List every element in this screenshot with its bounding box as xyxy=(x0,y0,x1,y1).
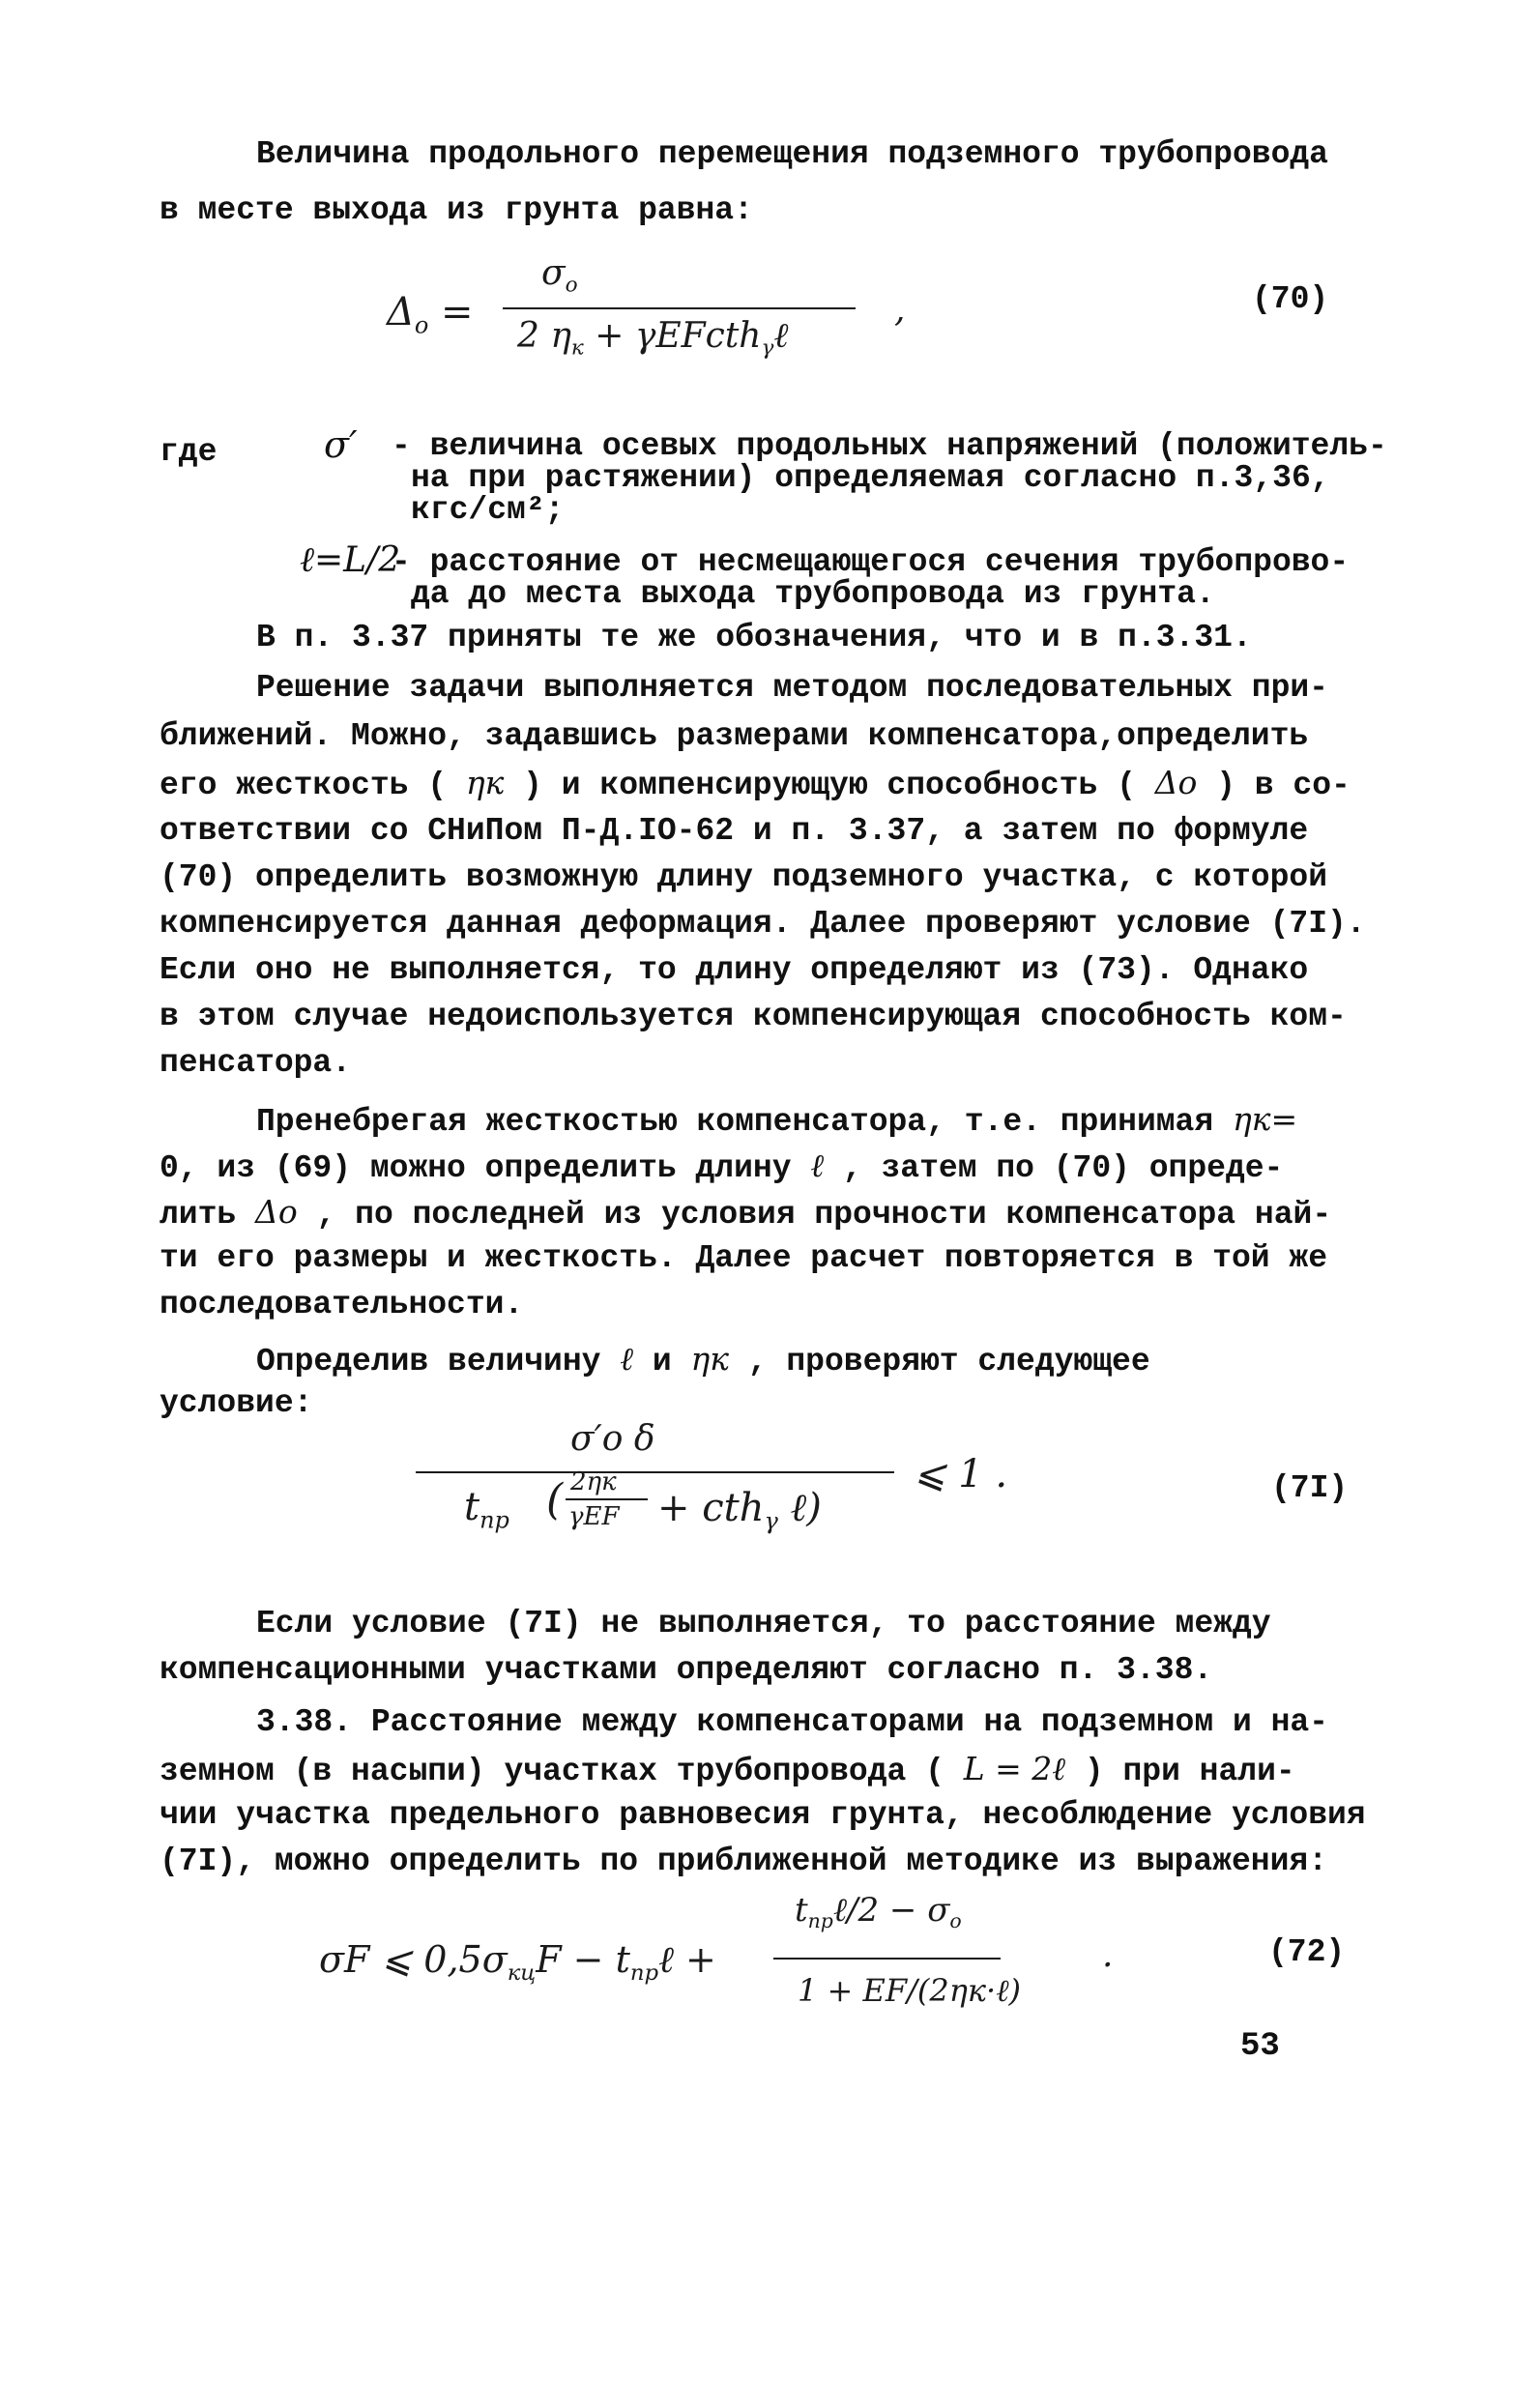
eq72-fraction-bar xyxy=(773,1958,1001,1960)
eq72-lhs: σF ⩽ $0,5\sigma_{кц}F$ − $t_{np}\ell$ + xyxy=(319,1938,716,1986)
text-line: Если оно не выполняется, то длину определяют из (73). Однако xyxy=(160,952,1309,988)
eq72-period: . xyxy=(1102,1935,1114,1975)
text-line: Величина продольного перемещения подземного трубопровода xyxy=(256,136,1328,172)
text-line: Если условие (7I) не выполняется, то расстояние между xyxy=(256,1606,1271,1641)
text-line: да до места выхода трубопровода из грунта. xyxy=(411,576,1215,612)
eq72-denominator: 1 + EF/(2ηк·ℓ) xyxy=(798,1972,1021,2009)
text-line: чии участка предельного равновесия грунта, несоблюдение условия xyxy=(160,1797,1366,1833)
eq71-numerator: σ′o δ xyxy=(570,1419,655,1459)
eq70-lhs: $\Delta_o$ = xyxy=(387,290,474,339)
text-line: компенсируется данная деформация. Далее проверяют условие (7I). xyxy=(160,906,1366,942)
eq71-inner-numerator: 2ηк xyxy=(570,1467,617,1496)
eq70-number: (70) xyxy=(1252,281,1329,317)
text-line: 0, из (69) можно определить длину ℓ , затем по (70) опреде- xyxy=(160,1147,1284,1186)
eq70-fraction-bar xyxy=(503,307,856,309)
where-label: где xyxy=(160,434,218,470)
eq71-inner-fraction-bar xyxy=(566,1498,648,1500)
eq71-fraction-bar xyxy=(416,1471,894,1473)
l-half-symbol: ℓ=L/2 xyxy=(300,540,401,580)
text-line: - величина осевых продольных напряжений (положитель- xyxy=(392,428,1387,464)
text-line: кгс/см²; xyxy=(411,492,565,528)
text-line: компенсационными участками определяют согласно п. 3.38. xyxy=(160,1652,1213,1688)
text-line: Пренебрегая жесткостью компенсатора, т.е. принимая ηк= xyxy=(256,1100,1298,1140)
text-line: лить Δo , по последней из условия прочности компенсатора най- xyxy=(160,1193,1332,1233)
eq70-numerator: $\sigma_o$ xyxy=(541,253,578,298)
eq72-number: (72) xyxy=(1268,1934,1346,1970)
sigma-symbol: σ′ xyxy=(324,423,358,466)
text-line: - расстояние от несмещающегося сечения трубопрово- xyxy=(392,544,1350,580)
text-line: пенсатора. xyxy=(160,1045,352,1081)
eq71-denominator-rest: + cth$_\gamma$ ℓ) xyxy=(657,1486,822,1535)
text-line: (7I), можно определить по приближенной методике из выражения: xyxy=(160,1844,1327,1879)
text-line: В п. 3.37 приняты те же обозначения, что и в п.3.31. xyxy=(256,620,1252,655)
eq71-denominator: $t_{np}$ xyxy=(464,1485,509,1534)
text-line: Решение задачи выполняется методом последовательных при- xyxy=(256,670,1328,706)
text-line: на при растяжении) определяемая согласно п.3,36, xyxy=(411,460,1330,496)
text-line: в этом случае недоиспользуется компенсирующая способность ком- xyxy=(160,999,1347,1034)
text-line: Определив величину ℓ и ηк , проверяют следующее xyxy=(256,1340,1150,1379)
eq70-comma: , xyxy=(894,290,906,330)
eq71-inner-denominator: γEF xyxy=(568,1502,620,1531)
text-line: ответствии со СНиПом П-Д.IO-62 и п. 3.37, а затем по формуле xyxy=(160,813,1309,849)
text-line: (70) определить возможную длину подземного участка, с которой xyxy=(160,859,1327,895)
eq71-open-paren: ( xyxy=(546,1475,564,1524)
text-line: в месте выхода из грунта равна: xyxy=(160,192,753,228)
page-number: 53 xyxy=(1240,2028,1280,2065)
eq70-denominator: 2 $\eta_к$ + γEFcth$_\gamma$ℓ xyxy=(517,316,789,361)
eq71-rhs: ⩽ 1 . xyxy=(914,1452,1008,1496)
eq72-numerator: $t_{np}\ell/2 - \sigma_o$ xyxy=(795,1891,962,1933)
text-line: последовательности. xyxy=(160,1287,524,1322)
text-line: ти его размеры и жесткость. Далее расчет повторяется в той же xyxy=(160,1240,1327,1276)
eq71-number: (7I) xyxy=(1271,1470,1349,1506)
text-line: ближений. Можно, задавшись размерами компенсатора,определить xyxy=(160,718,1309,754)
text-line: условие: xyxy=(160,1385,313,1421)
text-line: 3.38. Расстояние между компенсаторами на подземном и на- xyxy=(256,1704,1328,1740)
text-line: его жесткость ( ηк ) и компенсирующую способность ( Δo ) в со- xyxy=(160,764,1351,803)
text-line: земном (в насыпи) участках трубопровода ( L = 2ℓ ) при нали- xyxy=(160,1750,1295,1789)
